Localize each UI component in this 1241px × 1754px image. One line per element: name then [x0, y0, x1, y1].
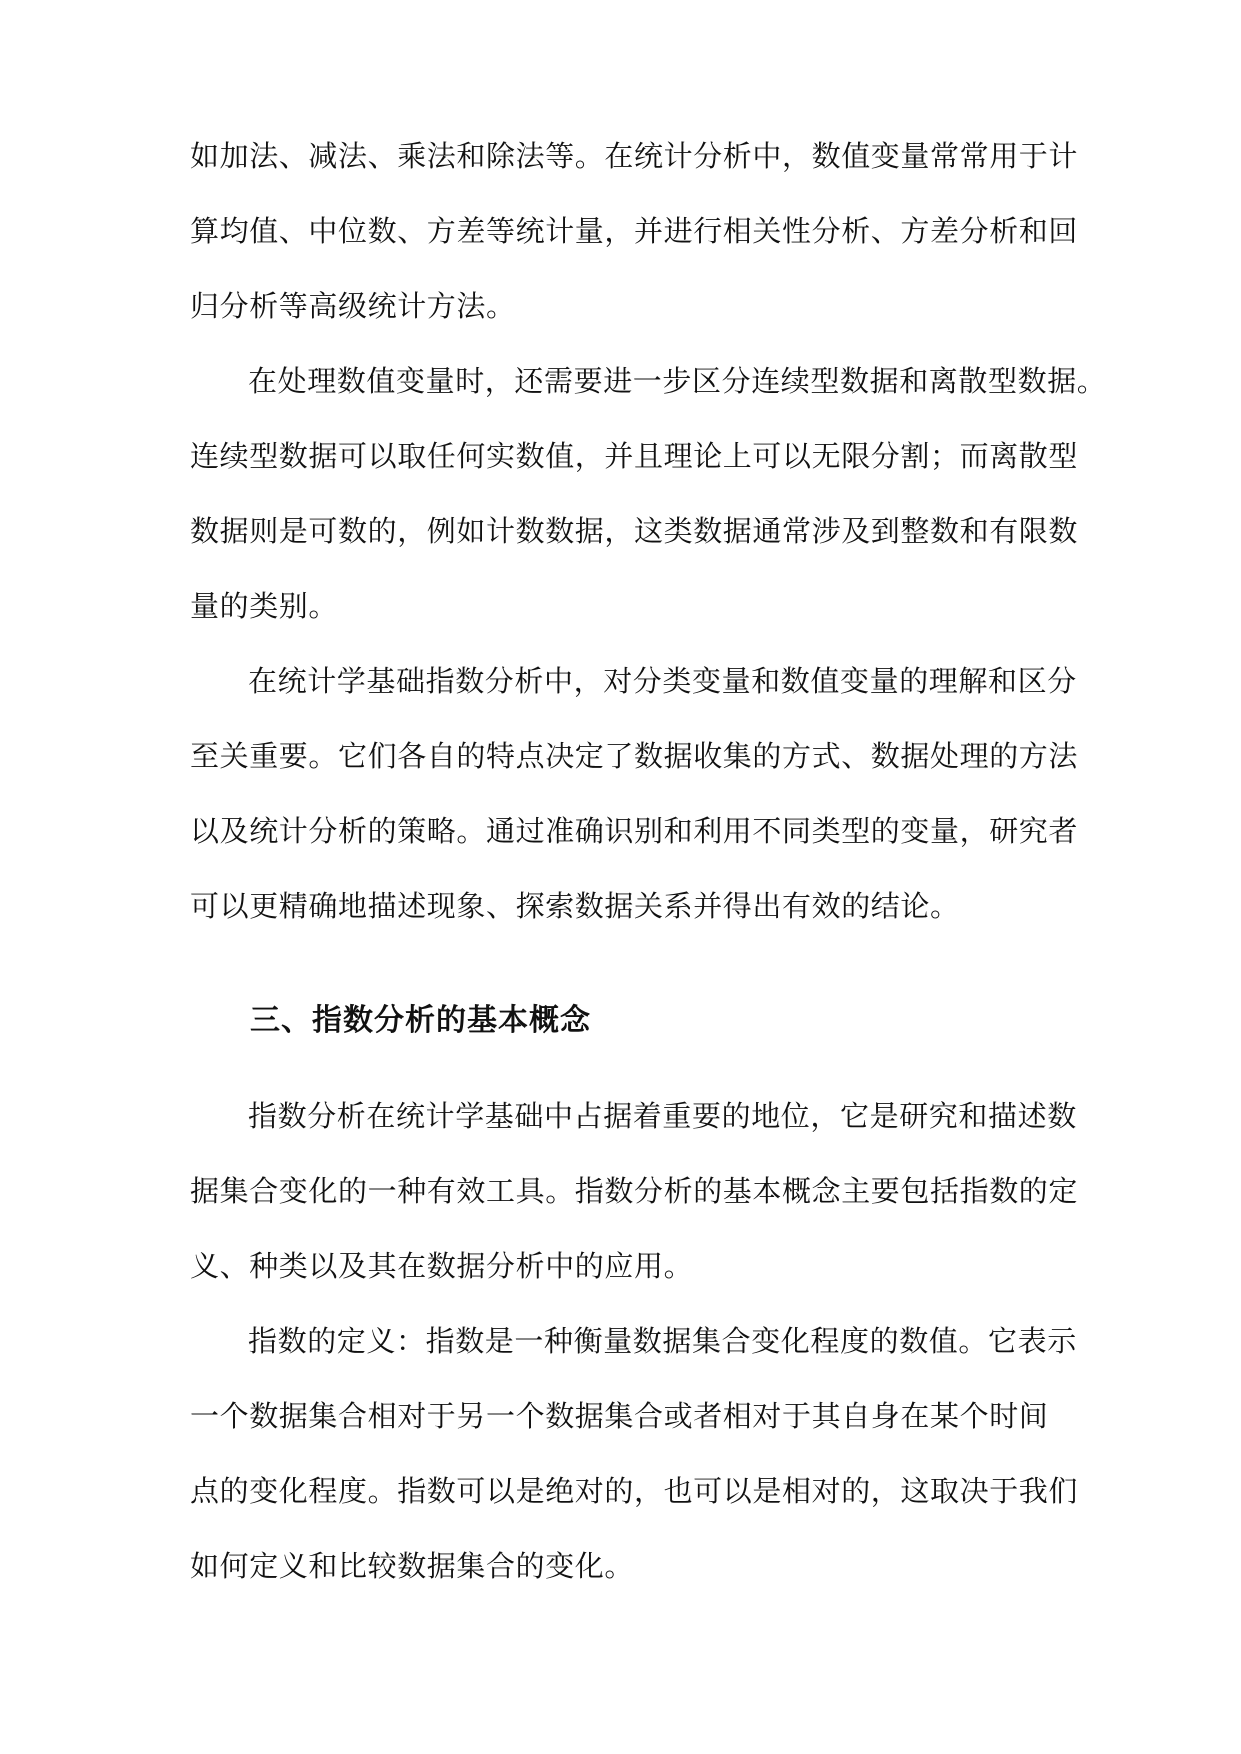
text-line: 点的变化程度。指数可以是绝对的，也可以是相对的，这取决于我们 — [190, 1474, 1079, 1508]
text-line: 连续型数据可以取任何实数值，并且理论上可以无限分割；而离散型 — [190, 439, 1079, 473]
text-line: 以及统计分析的策略。通过准确识别和利用不同类型的变量，研究者 — [190, 814, 1079, 848]
text-line: 据集合变化的一种有效工具。指数分析的基本概念主要包括指数的定 — [190, 1174, 1079, 1208]
text-line: 如何定义和比较数据集合的变化。 — [190, 1549, 635, 1583]
text-line: 至关重要。它们各自的特点决定了数据收集的方式、数据处理的方法 — [190, 739, 1079, 773]
text-line: 在处理数值变量时，还需要进一步区分连续型数据和离散型数据。 — [248, 364, 1107, 398]
text-line: 归分析等高级统计方法。 — [190, 289, 516, 323]
text-line: 一个数据集合相对于另一个数据集合或者相对于其自身在某个时间 — [190, 1399, 1049, 1433]
text-line: 指数分析在统计学基础中占据着重要的地位，它是研究和描述数 — [248, 1099, 1077, 1133]
text-line: 可以更精确地描述现象、探索数据关系并得出有效的结论。 — [190, 889, 960, 923]
text-line: 指数的定义：指数是一种衡量数据集合变化程度的数值。它表示 — [248, 1324, 1077, 1358]
text-line: 算均值、中位数、方差等统计量，并进行相关性分析、方差分析和回 — [190, 214, 1079, 248]
text-line: 在统计学基础指数分析中，对分类变量和数值变量的理解和区分 — [248, 664, 1077, 698]
text-line: 数据则是可数的，例如计数数据，这类数据通常涉及到整数和有限数 — [190, 514, 1079, 548]
section-heading: 三、指数分析的基本概念 — [250, 1003, 591, 1038]
text-line: 量的类别。 — [190, 589, 339, 623]
text-line: 如加法、减法、乘法和除法等。在统计分析中，数值变量常常用于计 — [190, 139, 1079, 173]
text-line: 义、种类以及其在数据分析中的应用。 — [190, 1249, 694, 1283]
